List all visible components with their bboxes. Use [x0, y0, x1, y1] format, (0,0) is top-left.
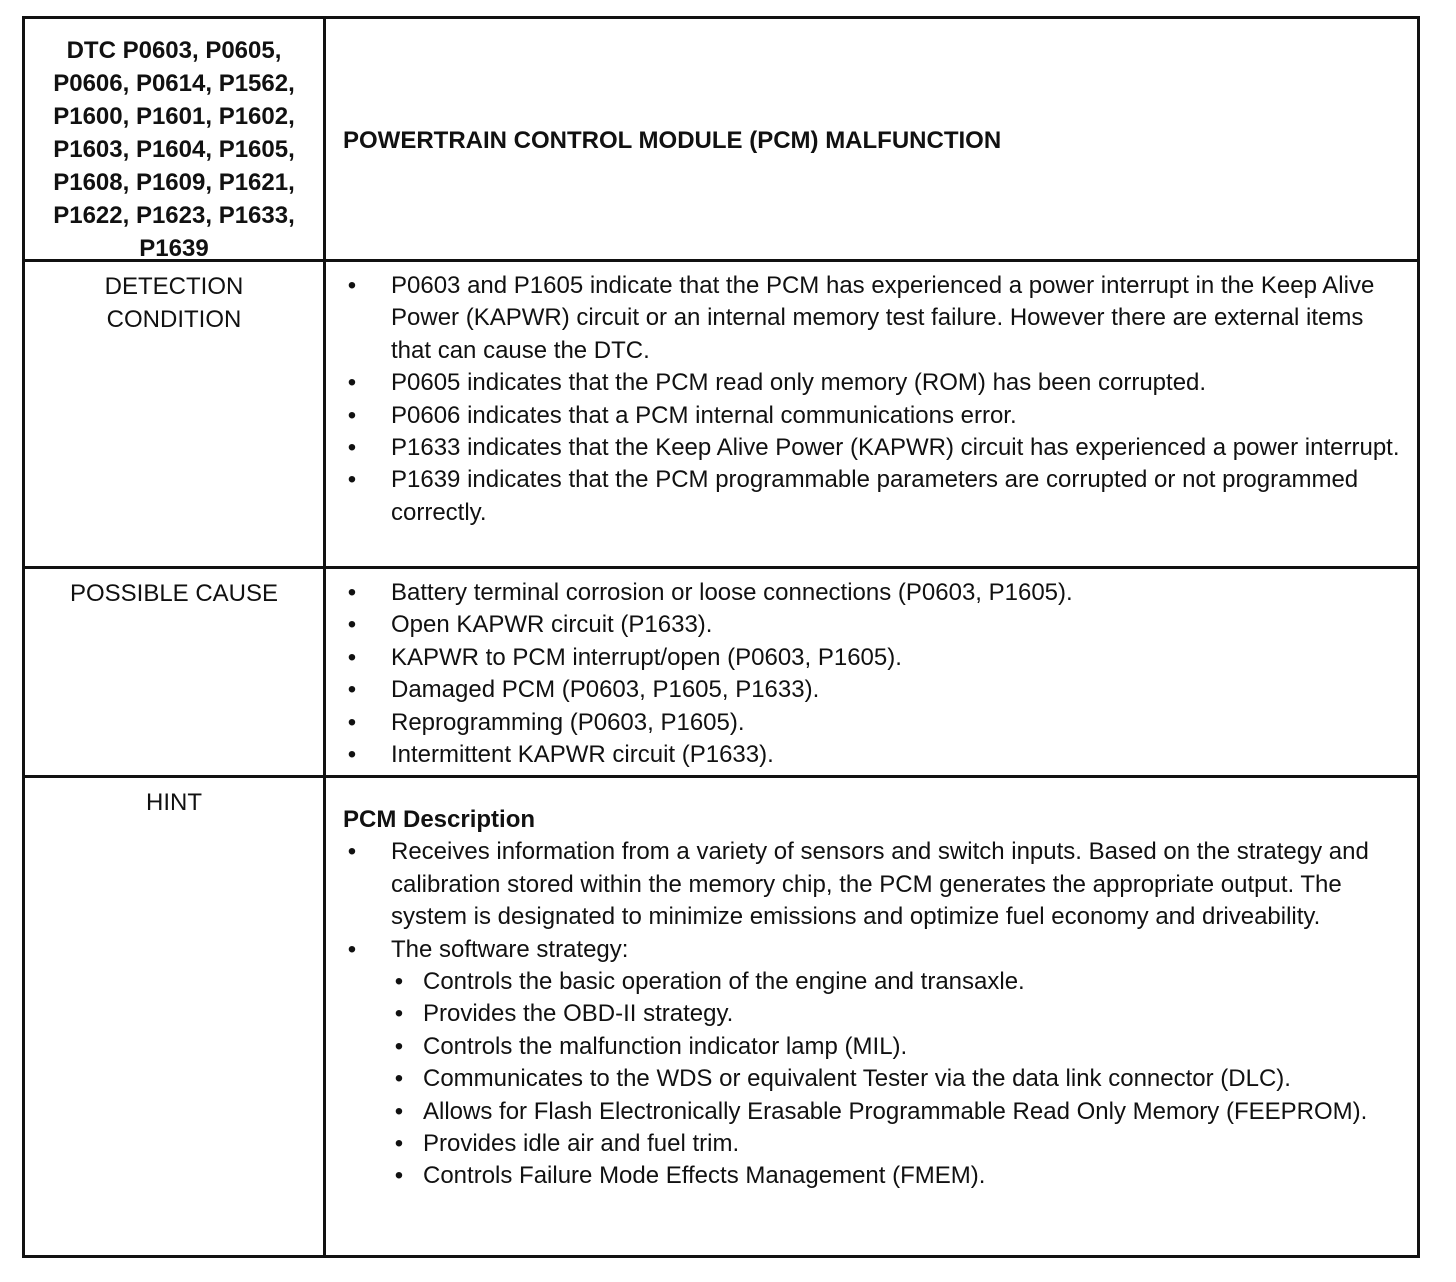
- bullet-icon: •: [347, 466, 357, 494]
- list-item: [326, 609, 1417, 641]
- dtc-codes: DTC P0603, P0605, P0606, P0614, P1562, P1600, P1601, P1602, P1603, P1604, P1605, P1608, P1609, P1621, P1622, P1623, P1633, P1639: [25, 19, 326, 259]
- list-item: [326, 270, 1417, 367]
- detection-row: [25, 262, 1417, 569]
- bullet-icon: •: [347, 611, 357, 639]
- bullet-icon: •: [394, 1065, 404, 1093]
- detection-text: P0605 indicates that the PCM read only memory (ROM) has been corrupted.: [391, 369, 1207, 397]
- detection-label: [25, 262, 326, 566]
- list-item: [326, 739, 1417, 771]
- header-row: [25, 19, 1417, 262]
- bullet-icon: •: [347, 434, 357, 462]
- software-strategy-sublist: [326, 966, 1417, 1193]
- bullet-icon: •: [394, 1032, 404, 1060]
- hint-text: Receives information from a variety of sensors and switch inputs. Based on the strategy and calibration stored within the memory chip, the PCM generates the appropriate output. The system is designated to minimize emissions and optimize fuel economy and driveability.: [391, 838, 1369, 931]
- list-item: [326, 674, 1417, 706]
- list-item: [326, 934, 1417, 966]
- hint-content: [326, 778, 1417, 1255]
- list-item: [326, 367, 1417, 399]
- list-item: [326, 1160, 1417, 1192]
- list-item: [326, 966, 1417, 998]
- hint-list: [326, 836, 1417, 966]
- bullet-icon: •: [347, 369, 357, 397]
- bullet-icon: •: [394, 1130, 404, 1158]
- strategy-text: Provides the OBD-II strategy.: [423, 1000, 734, 1028]
- detection-text: P0603 and P1605 indicate that the PCM has experienced a power interrupt in the Keep Alive Power (KAPWR) circuit or an internal memory test failure. However there are external items that can cause the DTC.: [391, 272, 1375, 364]
- hint-text: The software strategy:: [391, 935, 629, 963]
- detection-label-line1: DETECTION: [104, 273, 244, 300]
- list-item: [326, 998, 1417, 1030]
- list-item: [326, 1063, 1417, 1095]
- bullet-icon: •: [394, 1000, 404, 1028]
- cause-text: KAPWR to PCM interrupt/open (P0603, P1605).: [391, 643, 902, 671]
- strategy-text: Controls Failure Mode Effects Management (FMEM).: [423, 1162, 986, 1190]
- list-item: [326, 642, 1417, 674]
- bullet-icon: •: [394, 1162, 404, 1190]
- list-item: [326, 577, 1417, 609]
- cause-text: Damaged PCM (P0603, P1605, P1633).: [391, 676, 820, 704]
- bullet-icon: •: [347, 935, 357, 963]
- detection-content: [326, 262, 1417, 566]
- bullet-icon: •: [347, 838, 357, 866]
- hint-subtitle: PCM Description: [343, 806, 536, 833]
- list-item: [326, 432, 1417, 464]
- detection-label-line2: CONDITION: [106, 306, 242, 333]
- possible-cause-label: POSSIBLE CAUSE: [25, 569, 326, 775]
- detection-text: P0606 indicates that a PCM internal communications error.: [391, 401, 1017, 429]
- strategy-text: Controls the malfunction indicator lamp (MIL).: [423, 1032, 908, 1060]
- list-item: [326, 836, 1417, 933]
- possible-cause-row: [25, 569, 1417, 778]
- detection-text: P1639 indicates that the PCM programmable parameters are corrupted or not programmed correctly.: [391, 466, 1359, 526]
- cause-text: Reprogramming (P0603, P1605).: [391, 708, 745, 736]
- strategy-text: Communicates to the WDS or equivalent Tester via the data link connector (DLC).: [423, 1065, 1291, 1093]
- possible-cause-list: [326, 577, 1417, 771]
- malfunction-title: POWERTRAIN CONTROL MODULE (PCM) MALFUNCTION: [343, 127, 1002, 154]
- cause-text: Battery terminal corrosion or loose connections (P0603, P1605).: [391, 579, 1073, 606]
- bullet-icon: •: [347, 272, 357, 299]
- bullet-icon: •: [347, 741, 357, 769]
- list-item: [326, 400, 1417, 432]
- list-item: [326, 1096, 1417, 1128]
- hint-row: [25, 778, 1417, 1255]
- list-item: [326, 1128, 1417, 1160]
- bullet-icon: •: [347, 643, 357, 671]
- bullet-icon: •: [347, 579, 357, 606]
- bullet-icon: •: [394, 968, 404, 996]
- cause-text: Intermittent KAPWR circuit (P1633).: [391, 741, 774, 769]
- strategy-text: Allows for Flash Electronically Erasable Programmable Read Only Memory (FEEPROM).: [423, 1097, 1368, 1125]
- cause-text: Open KAPWR circuit (P1633).: [391, 611, 713, 639]
- detection-list: [326, 270, 1417, 529]
- hint-label: HINT: [25, 778, 326, 1255]
- list-item: [326, 707, 1417, 739]
- bullet-icon: •: [347, 401, 357, 429]
- strategy-text: Provides idle air and fuel trim.: [423, 1130, 740, 1158]
- bullet-icon: •: [347, 708, 357, 736]
- bullet-icon: •: [394, 1097, 404, 1125]
- dtc-table: [22, 16, 1420, 1258]
- possible-cause-content: [326, 569, 1417, 775]
- detection-text: P1633 indicates that the Keep Alive Power (KAPWR) circuit has experienced a power interrupt.: [391, 434, 1400, 462]
- list-item: [326, 464, 1417, 529]
- list-item: [326, 1031, 1417, 1063]
- strategy-text: Controls the basic operation of the engine and transaxle.: [423, 968, 1025, 996]
- bullet-icon: •: [347, 676, 357, 704]
